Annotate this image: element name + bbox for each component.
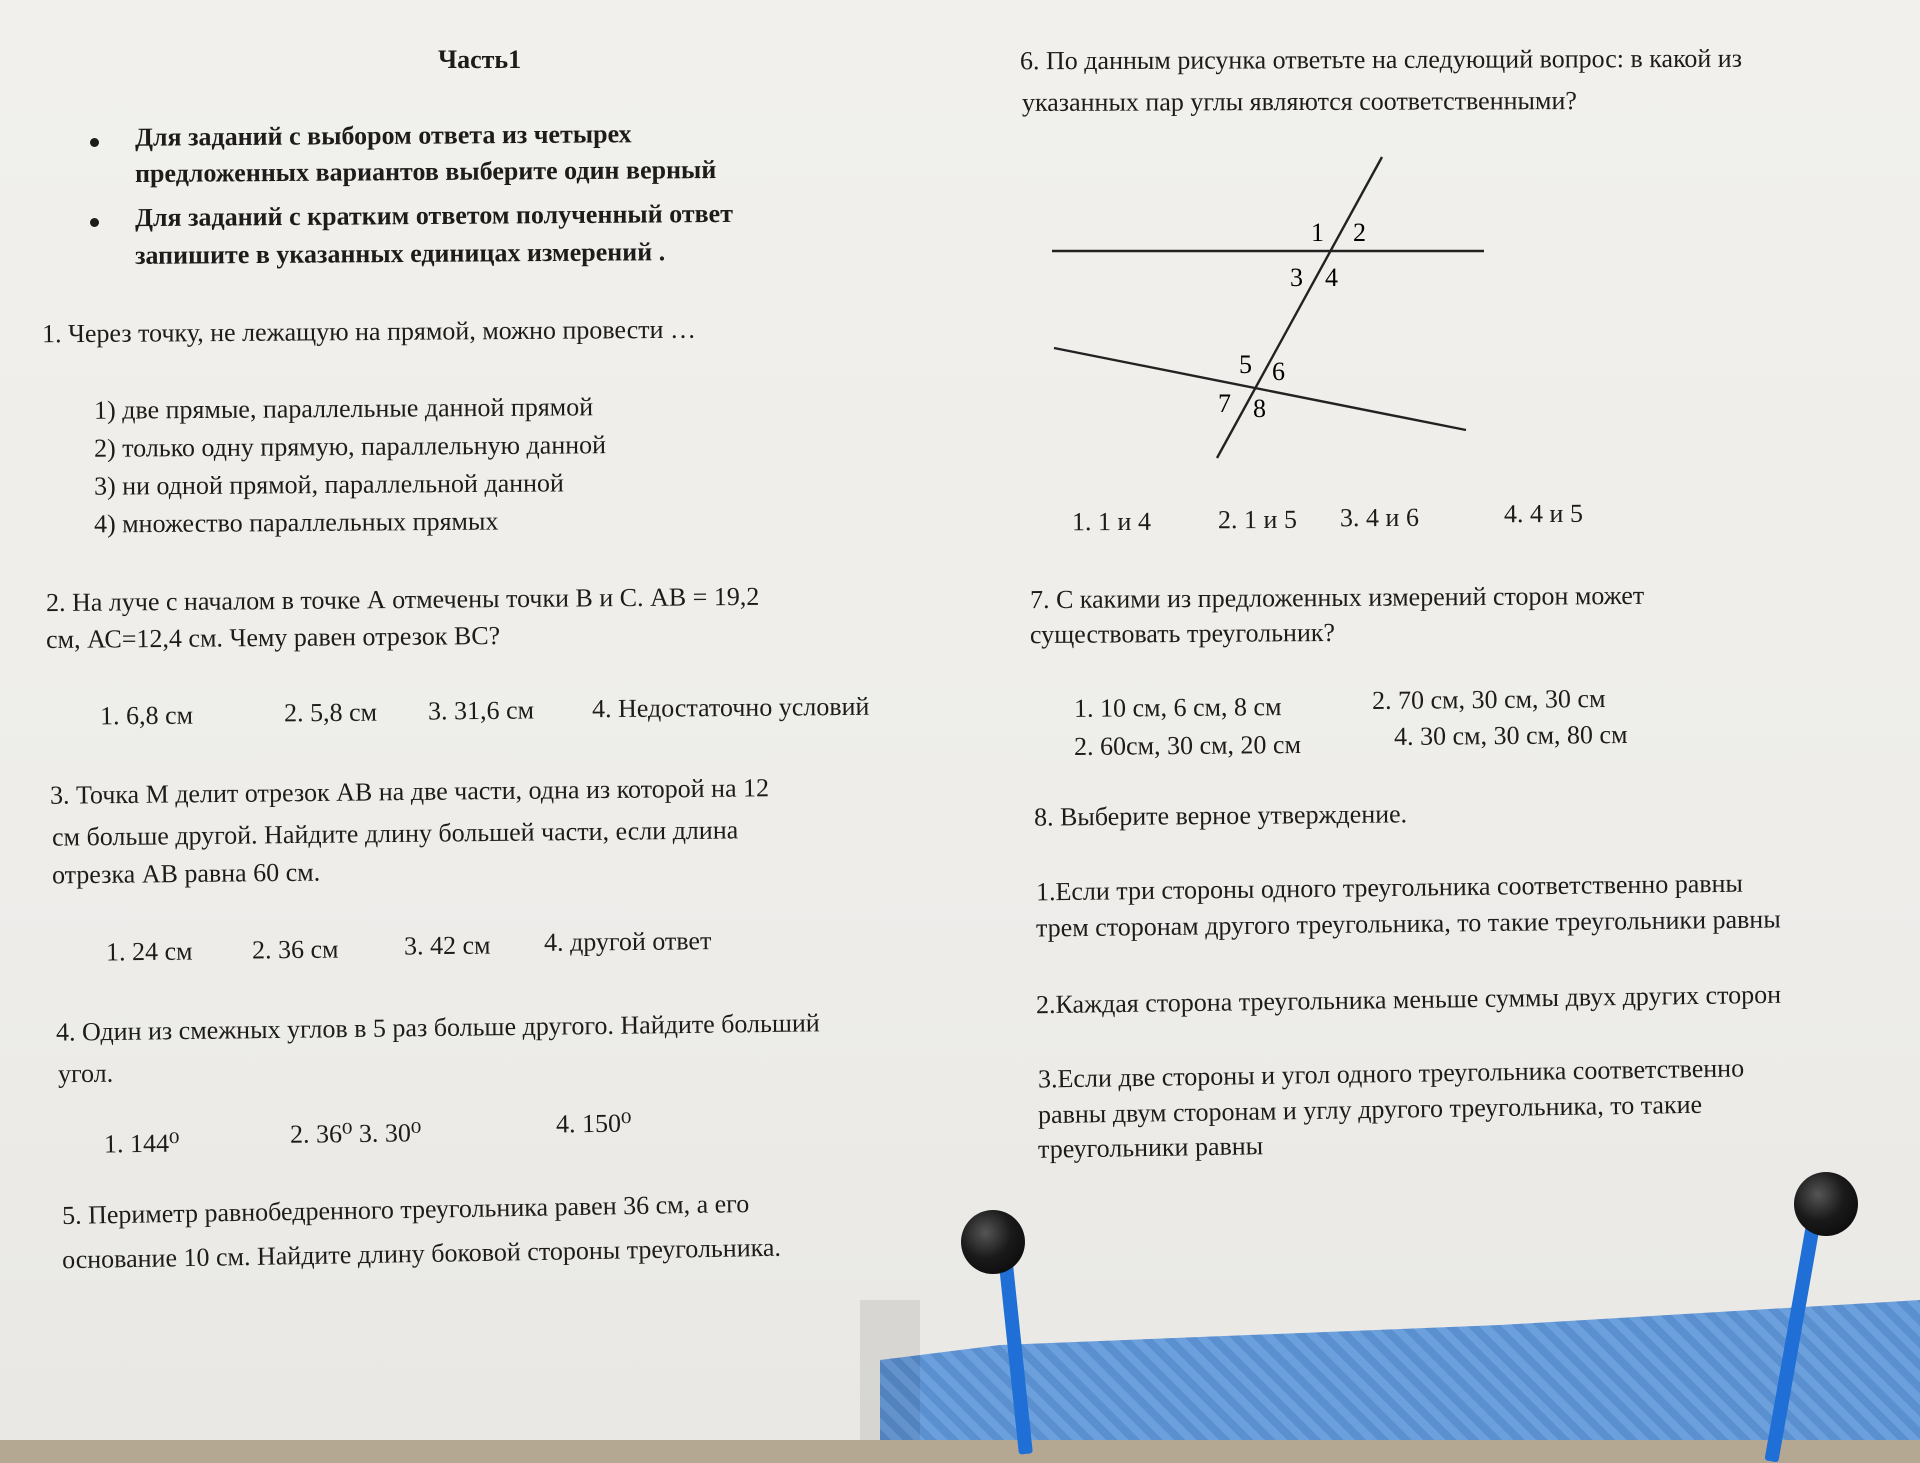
angle-label-4: 4 [1325,263,1338,292]
bullet-icon [90,218,99,227]
q8-statement-2: 2.Каждая сторона треугольника меньше суммы двух других сторон [1035,979,1782,1020]
pin-head-right [1794,1172,1858,1236]
q4-option-2: 2. 36⁰ 3. 30⁰ [289,1118,422,1149]
instruction-line-4: запишите в указанных единицах измерений . [134,237,666,270]
q7-line-1: 7. С какими из предложенных измерений сторон может [1029,580,1645,615]
q2-option-3: 3. 31,6 см [427,695,535,726]
q2-line-1: 2. На луче с началом в точке А отмечены точки В и С. АВ = 19,2 [45,581,760,618]
q8-statement-1b: трем сторонам другого треугольника, то такие треугольники равны [1035,904,1781,943]
q4-option-1: 1. 144⁰ [103,1128,180,1159]
q4-line-2: угол. [57,1058,114,1089]
q1-option-2: 2) только одну прямую, параллельную данной [93,430,607,463]
angle-label-3: 3 [1290,263,1303,292]
q3-line-2: см больше другой. Найдите длину большей части, если длина [51,815,739,852]
angle-label-5: 5 [1239,350,1252,379]
q2-option-4: 4. Недостаточно условий [591,691,870,724]
q1-question: 1. Через точку, не лежащую на прямой, можно провести … [41,314,697,349]
instruction-line-3: Для заданий с кратким ответом полученный ответ [134,198,734,233]
q5-line-2: основание 10 см. Найдите длину боковой стороны треугольника. [61,1232,782,1275]
q3-line-1: 3. Точка М делит отрезок АВ на две части, одна из которой на 12 [49,773,770,810]
q8-statement-3c: треугольники равны [1037,1131,1264,1164]
angle-label-1: 1 [1311,218,1324,247]
q4-option-4: 4. 150⁰ [555,1108,632,1139]
pin-head-left [961,1210,1025,1274]
q3-option-1: 1. 24 см [105,936,193,967]
q7-option-3: 2. 60см, 30 см, 20 см [1073,730,1302,761]
transversal-line [1217,157,1382,458]
q3-option-3: 3. 42 см [403,930,491,961]
q7-option-1: 1. 10 см, 6 см, 8 см [1073,692,1282,723]
q7-option-4: 4. 30 см, 30 см, 80 см [1393,719,1628,752]
q6-option-3: 3. 4 и 6 [1339,502,1419,533]
q7-option-2: 2. 70 см, 30 см, 30 см [1371,683,1606,716]
q6-figure [1040,145,1500,475]
q8-statement-3a: 3.Если две стороны и угол одного треугольника соответственно [1037,1053,1745,1094]
q6-option-4: 4. 4 и 5 [1503,498,1583,529]
part-title: Часть1 [438,45,522,74]
page-fold-shadow [860,1300,920,1440]
q6-option-1: 1. 1 и 4 [1071,506,1151,537]
q3-option-4: 4. другой ответ [543,926,712,957]
q8-statement-1a: 1.Если три стороны одного треугольника соответственно равны [1035,868,1744,907]
q8-statement-3b: равны двум сторонам и углу другого треугольника, то такие [1037,1089,1703,1130]
q5-line-1: 5. Периметр равнобедренного треугольника равен 36 см, а его [61,1189,750,1230]
angle-label-2: 2 [1353,218,1366,247]
q3-line-3: отрезка АВ равна 60 см. [51,857,321,890]
instruction-line-2: предложенных вариантов выберите один верный [134,154,717,189]
angle-label-8: 8 [1253,394,1266,423]
q2-option-1: 1. 6,8 см [99,700,194,731]
q1-option-3: 3) ни одной прямой, параллельной данной [93,468,565,501]
q6-option-2: 2. 1 и 5 [1217,504,1297,535]
q8-question: 8. Выберите верное утверждение. [1033,799,1408,832]
instruction-line-1: Для заданий с выбором ответа из четырех [134,119,632,152]
bullet-icon [90,138,99,147]
angle-label-7: 7 [1218,389,1231,418]
q4-line-1: 4. Один из смежных углов в 5 раз больше другого. Найдите больший [55,1008,820,1047]
q2-option-2: 2. 5,8 см [283,697,378,728]
q3-option-2: 2. 36 см [251,934,339,965]
q2-line-2: см, АС=12,4 см. Чему равен отрезок ВС? [45,621,501,654]
angle-label-6: 6 [1272,357,1285,386]
q1-option-4: 4) множество параллельных прямых [93,506,499,539]
q6-line-1: 6. По данным рисунка ответьте на следующий вопрос: в какой из [1019,43,1743,76]
q7-line-2: существовать треугольник? [1029,617,1336,650]
q6-line-2: указанных пар углы являются соответственными? [1021,86,1577,117]
q1-option-1: 1) две прямые, параллельные данной прямой [93,392,594,425]
